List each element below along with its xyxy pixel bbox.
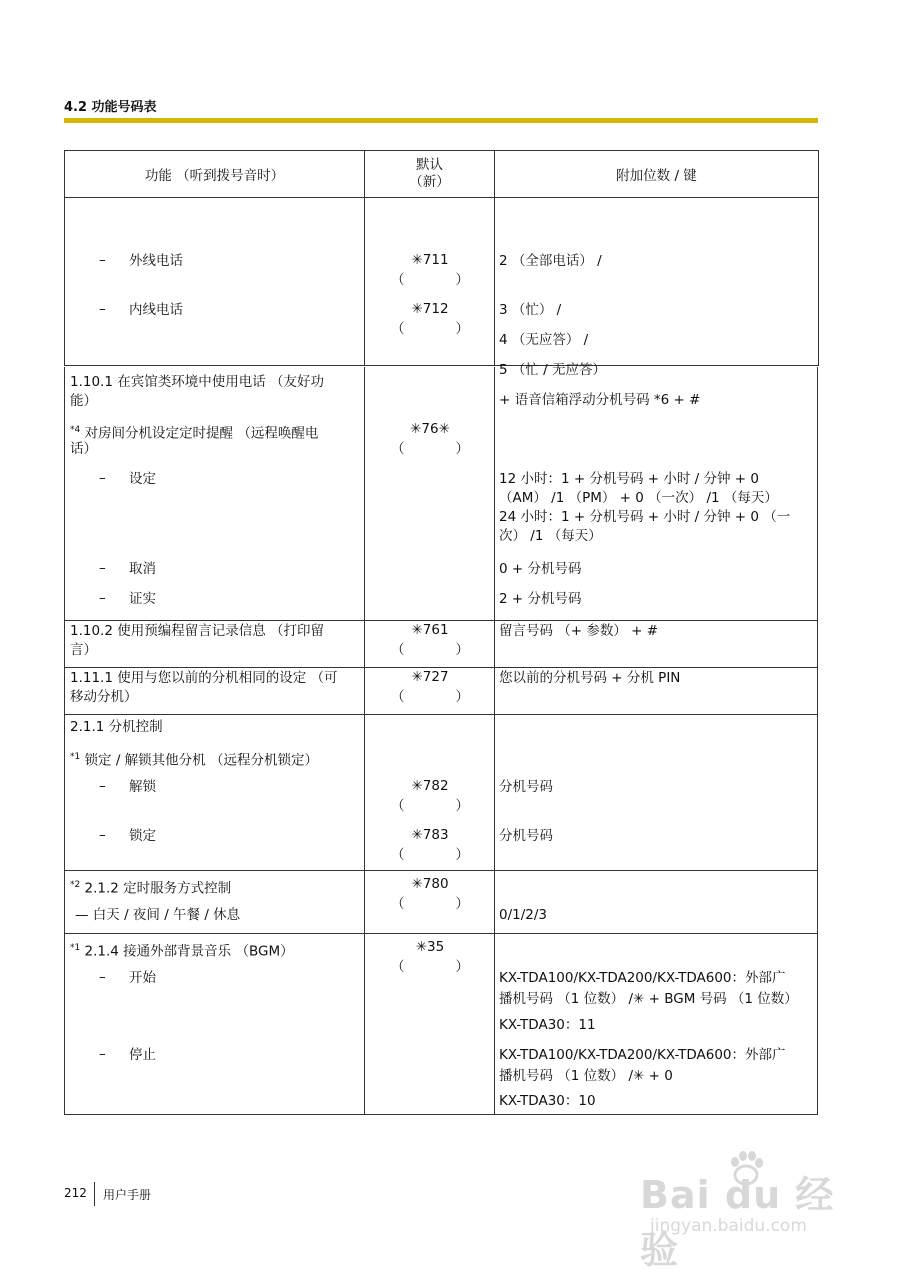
feature-title: 1.10.2 使用预编程留言记录信息 （打印留 bbox=[70, 623, 325, 639]
item-unlock: 解锁 bbox=[129, 779, 156, 795]
extra-text: 4 （无应答） / bbox=[499, 332, 589, 348]
item-outside-call: 外线电话 bbox=[129, 253, 183, 269]
feature-title: $^{*2}$ 2.1.2 定时服务方式控制 bbox=[70, 880, 232, 897]
extra-text: KX-TDA30：10 bbox=[499, 1093, 596, 1109]
extra-text: 3 （忙） / bbox=[499, 302, 562, 318]
section-header: 4.2 功能号码表 bbox=[64, 100, 157, 115]
extra-text: 12 小时：1 + 分机号码 + 小时 / 分钟 + 0 bbox=[499, 471, 759, 487]
feature-title: 言） bbox=[70, 642, 97, 658]
feature-code: ✳761 bbox=[411, 622, 449, 638]
watermark-brand: Bai du 经验 bbox=[640, 1173, 835, 1272]
extra-text: 您以前的分机号码 + 分机 PIN bbox=[499, 670, 681, 686]
item-schedule: — 白天 / 夜间 / 午餐 / 休息 bbox=[75, 907, 241, 923]
page-number: 212 bbox=[64, 1186, 87, 1200]
extra-text: 5 （忙 / 无应答） bbox=[499, 362, 607, 378]
extra-text: KX-TDA100/KX-TDA200/KX-TDA600：外部广 bbox=[499, 1047, 786, 1063]
dash: – bbox=[99, 827, 106, 843]
feature-title: $^{*1}$ 2.1.4 接通外部背景音乐 （BGM） bbox=[70, 943, 294, 960]
table-row: 2.1.1 分机控制 $^{*1}$ 锁定 / 解锁其他分机 （远程分机锁定） – 解锁 ✳782 （ ） 分机号码 – 锁定 ✳783 （ ） 分机号码 bbox=[64, 711, 818, 871]
feature-title: 移动分机） bbox=[70, 689, 138, 705]
feature-code: ✳712 bbox=[411, 301, 449, 317]
extra-text: 2 （全部电话） / bbox=[499, 253, 602, 269]
feature-subtitle: $^{*1}$ 锁定 / 解锁其他分机 （远程分机锁定） bbox=[70, 752, 318, 769]
item-stop: 停止 bbox=[129, 1047, 156, 1063]
extra-text: KX-TDA100/KX-TDA200/KX-TDA600：外部广 bbox=[499, 970, 786, 986]
feature-code: ✳35 bbox=[415, 939, 445, 955]
extra-text: 次） /1 （每天） bbox=[499, 528, 602, 544]
feature-code: ✳727 bbox=[411, 669, 449, 685]
feature-code: ✳782 bbox=[411, 778, 449, 794]
extra-text: （AM） /1 （PM） + 0 （一次） /1 （每天） bbox=[499, 490, 778, 506]
table-row: 1.10.1 在宾馆类环境中使用电话 （友好功 能） $^{*4}$ 对房间分机设定定时提醒 （远程唤醒电 话） ✳76✳ （ ） – 设定 12 小时：1 + 分机号码 + 小时 / 分钟 + 0 （AM） /1 （PM） + 0 （一次） /1 （每天） 24 小时：1 + 分机号码 + 小时 / 分钟 + 0 （一 次） /1 （每天） – 取消 0 + 分机号码 – 证实 2 + 分机号码 bbox=[64, 367, 818, 621]
dash: – bbox=[99, 969, 106, 985]
watermark-url: jingyan.baidu.com bbox=[650, 1216, 807, 1236]
extra-text: 24 小时：1 + 分机号码 + 小时 / 分钟 + 0 （一 bbox=[499, 509, 791, 525]
watermark bbox=[640, 1150, 870, 1272]
table-row: – 外线电话 – 内线电话 ✳711 （ ） ✳712 （ ） 2 （全部电话） / 3 （忙） / 4 （无应答） / 5 （忙 / 无应答） + 语音信箱浮动分机号码 *6 + # bbox=[65, 198, 819, 366]
item-start: 开始 bbox=[129, 970, 156, 986]
feature-code: ✳711 bbox=[411, 252, 449, 268]
dash: – bbox=[99, 470, 106, 486]
item-inside-call: 内线电话 bbox=[129, 302, 183, 318]
extra-text: + 语音信箱浮动分机号码 *6 + # bbox=[499, 392, 701, 408]
item-confirm: 证实 bbox=[129, 591, 156, 607]
col-header-extra: 附加位数 / 键 bbox=[495, 151, 819, 198]
dash: – bbox=[99, 1046, 106, 1062]
footer-title: 用户手册 bbox=[103, 1188, 152, 1202]
dash: – bbox=[99, 560, 106, 576]
item-lock: 锁定 bbox=[129, 828, 156, 844]
dash: – bbox=[99, 252, 106, 268]
dash: – bbox=[99, 590, 106, 606]
feature-title: 2.1.1 分机控制 bbox=[70, 719, 163, 735]
extra-text: 0/1/2/3 bbox=[499, 907, 548, 923]
extra-text: 0 + 分机号码 bbox=[499, 561, 582, 577]
col-header-function: 功能 （听到拨号音时） bbox=[65, 151, 365, 198]
extra-text: 分机号码 bbox=[499, 779, 553, 795]
table-row: $^{*2}$ 2.1.2 定时服务方式控制 — 白天 / 夜间 / 午餐 / 休息 ✳780 （ ） 0/1/2/3 bbox=[64, 869, 818, 934]
feature-code: ✳780 bbox=[411, 876, 449, 892]
table-row: 1.10.2 使用预编程留言记录信息 （打印留 言） ✳761 （ ） 留言号码 （+ 参数） + # bbox=[64, 617, 818, 668]
col-header-default: 默认 （新） bbox=[365, 151, 495, 198]
header-rule bbox=[64, 118, 818, 123]
dash: – bbox=[99, 778, 106, 794]
feature-subtitle: 话） bbox=[70, 441, 97, 457]
feature-subtitle: $^{*4}$ 对房间分机设定定时提醒 （远程唤醒电 bbox=[70, 425, 319, 442]
item-set: 设定 bbox=[129, 471, 156, 487]
item-cancel: 取消 bbox=[129, 561, 156, 577]
feature-title: 1.10.1 在宾馆类环境中使用电话 （友好功 bbox=[70, 374, 325, 390]
extra-text: 2 + 分机号码 bbox=[499, 591, 582, 607]
footer-divider bbox=[94, 1182, 95, 1206]
extra-text: 留言号码 （+ 参数） + # bbox=[499, 623, 659, 639]
table-row: 1.11.1 使用与您以前的分机相同的设定 （可 移动分机） ✳727 （ ） 您以前的分机号码 + 分机 PIN bbox=[64, 664, 818, 715]
dash: – bbox=[99, 301, 106, 317]
extra-text: 播机号码 （1 位数） /✳ + BGM 号码 （1 位数） bbox=[499, 991, 798, 1007]
extra-text: 播机号码 （1 位数） /✳ + 0 bbox=[499, 1068, 673, 1084]
feature-code: ✳783 bbox=[411, 827, 449, 843]
feature-title: 能） bbox=[70, 393, 97, 409]
table-row: $^{*1}$ 2.1.4 接通外部背景音乐 （BGM） ✳35 （ ） – 开始 KX-TDA100/KX-TDA200/KX-TDA600：外部广 播机号码 （1 位数） /✳ + BGM 号码 （1 位数） KX-TDA30：11 – 停止 KX-TDA100/KX-TDA200/KX-TDA600：外部广 播机号码 （1 位数） /✳ + 0 KX-TDA30：10 bbox=[64, 932, 818, 1115]
extra-text: KX-TDA30：11 bbox=[499, 1017, 596, 1033]
feature-title: 1.11.1 使用与您以前的分机相同的设定 （可 bbox=[70, 670, 338, 686]
extra-text: 分机号码 bbox=[499, 828, 553, 844]
feature-code: ✳76✳ bbox=[410, 421, 450, 437]
